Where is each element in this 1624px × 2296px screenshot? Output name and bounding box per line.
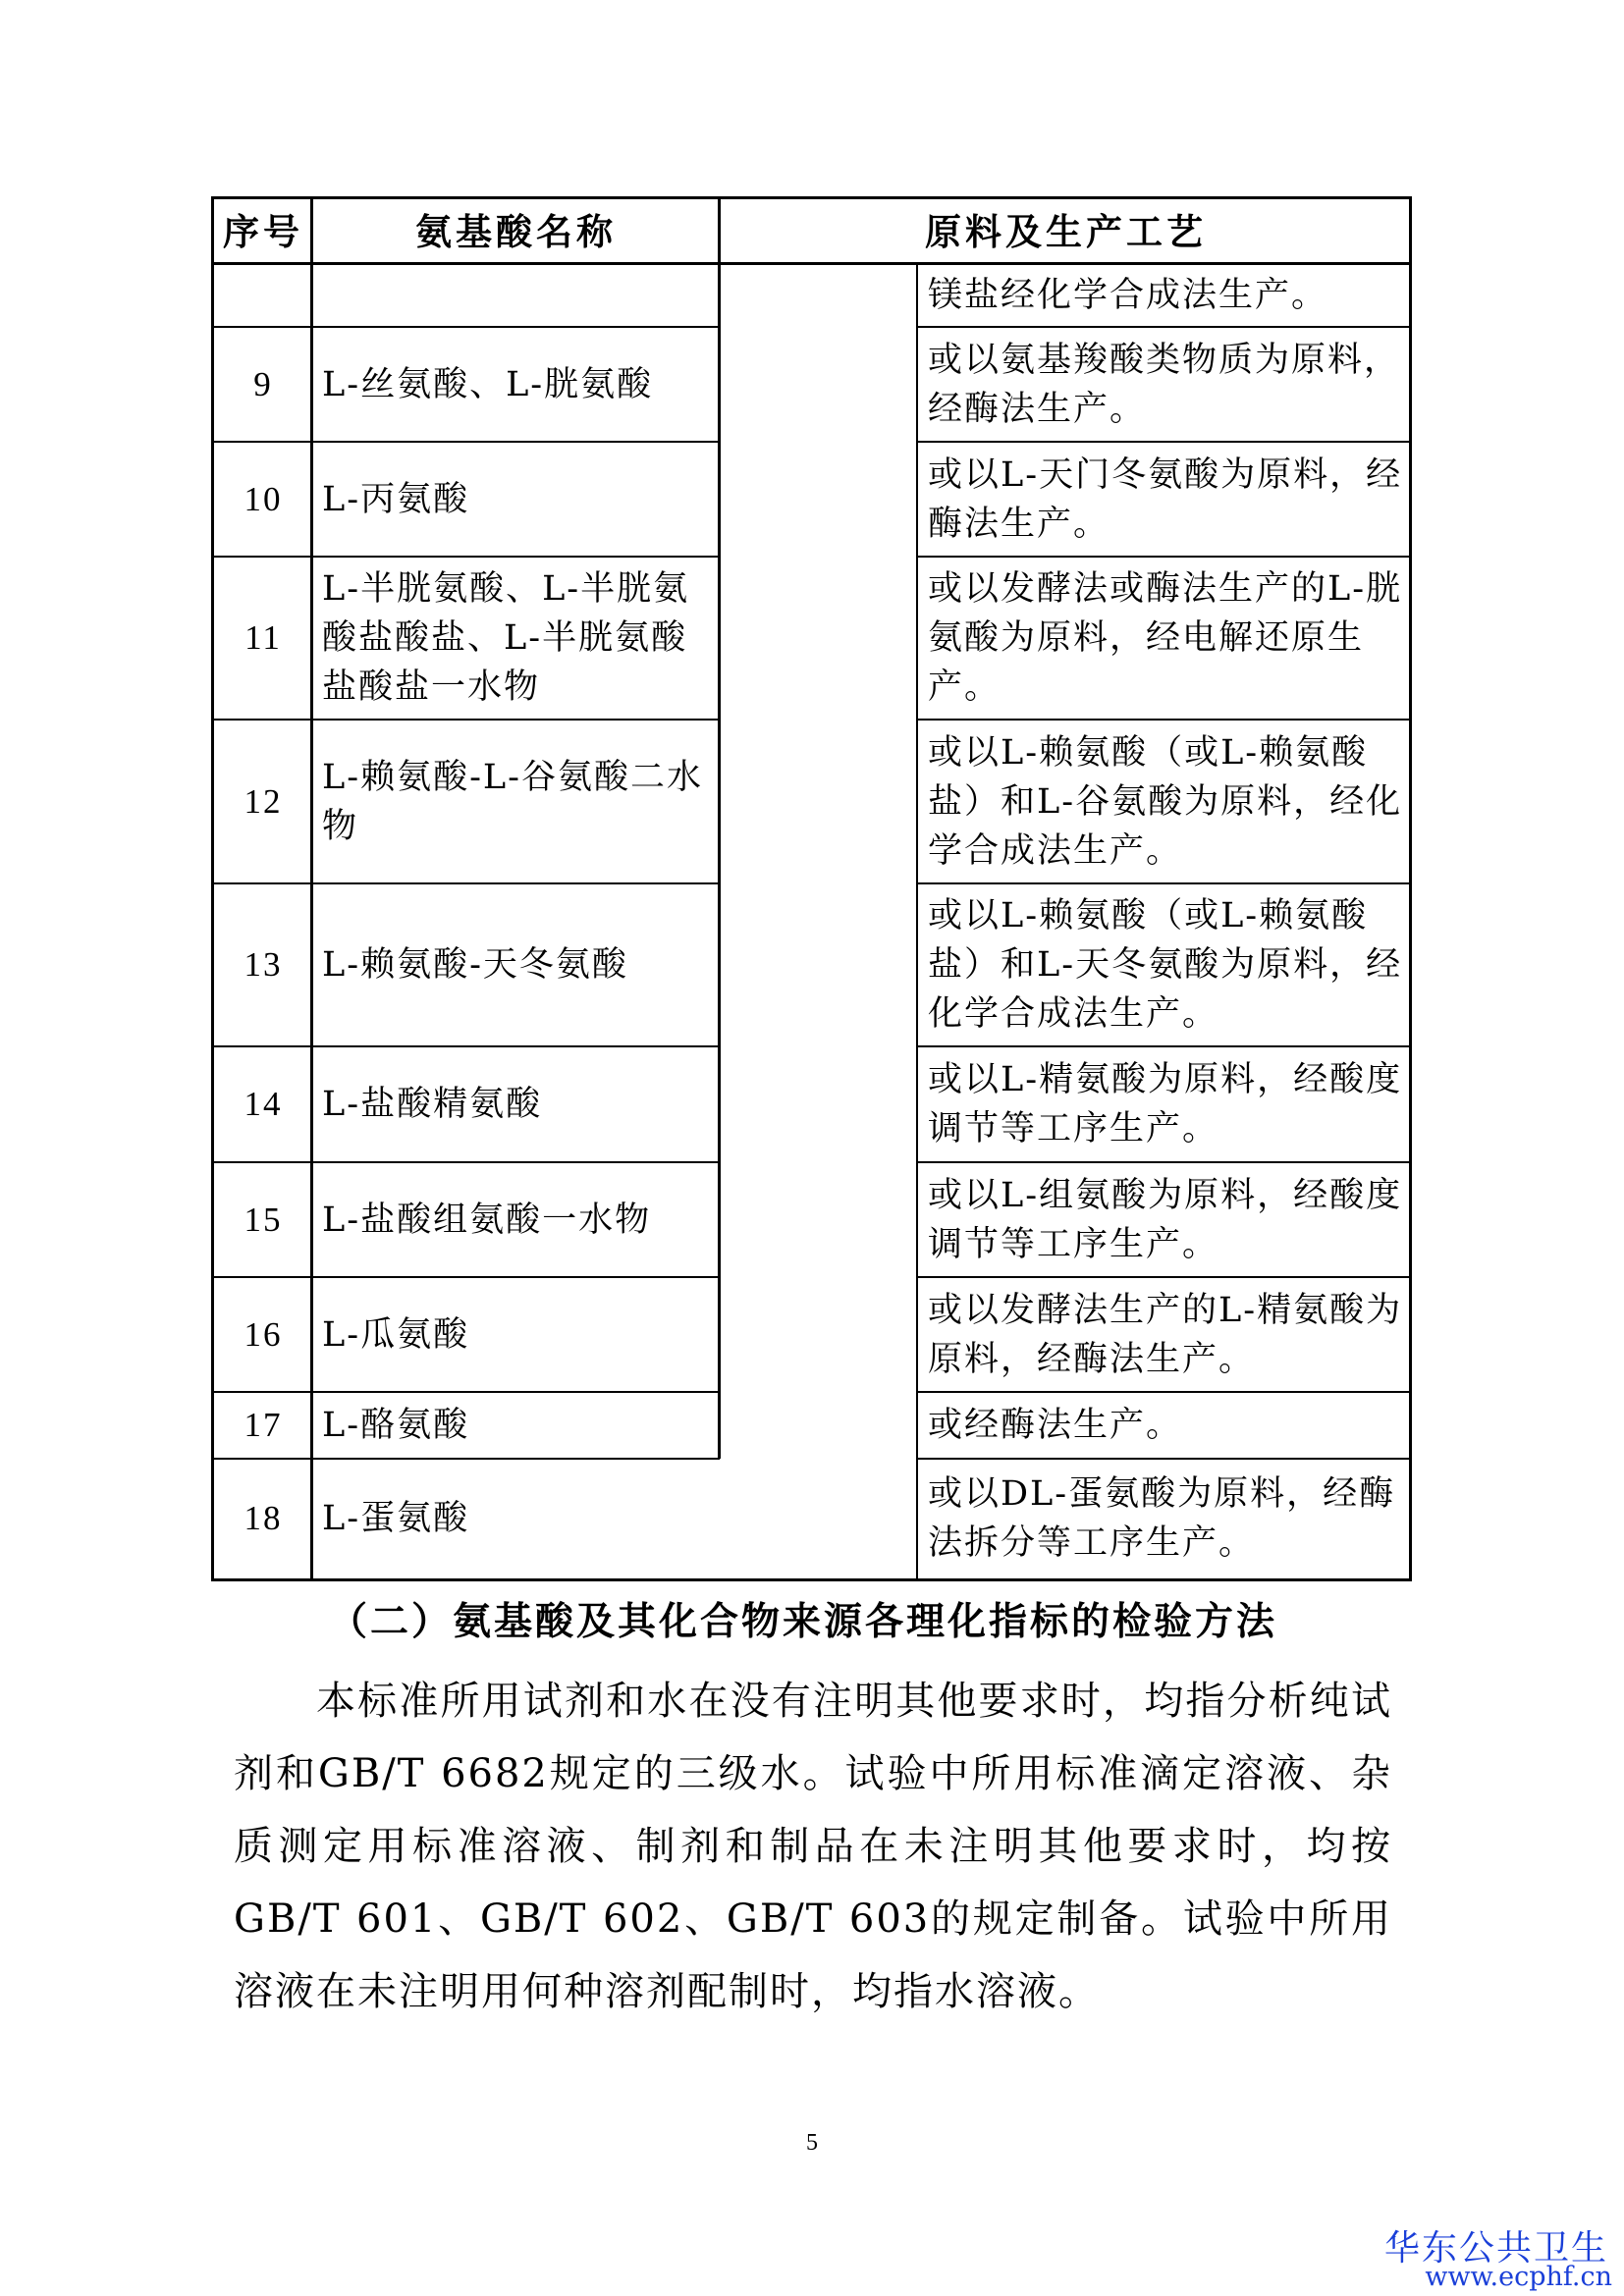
row-rule xyxy=(916,326,1412,328)
row-rule xyxy=(214,1458,720,1460)
row-process: 或以氨基羧酸类物质为原料，经酶法生产。 xyxy=(928,340,1401,429)
body-paragraph: 本标准所用试剂和水在没有注明其他要求时，均指分析纯试剂和GB/T 6682规定的三级水。试验中所用标准滴定溶液、杂质测定用标准溶液、制剂和制品在未注明其他要求时，均按GB/T 601、GB/T 602、GB/T 603的规定制备。试验中所用溶液在未注明用何种溶剂配制时，均指水溶液。 xyxy=(234,1679,1392,2014)
row-rule xyxy=(214,1276,720,1278)
row-process: 或以L-组氨酸为原料，经酸度调节等工序生产。 xyxy=(928,1175,1403,1264)
row-rule xyxy=(916,1045,1412,1047)
row-process: 或以发酵法生产的L-精氨酸为原料，经酶法生产。 xyxy=(928,1290,1403,1379)
row-rule xyxy=(214,882,720,884)
row-no: 17 xyxy=(244,1406,283,1444)
row-name: L-酪氨酸 xyxy=(322,1406,470,1445)
row-name xyxy=(312,264,720,327)
row-name: L-赖氨酸-天冬氨酸 xyxy=(322,945,628,985)
row-name: L-瓜氨酸 xyxy=(322,1314,470,1355)
row-name: L-赖氨酸-L-谷氨酸二水物 xyxy=(322,757,703,846)
row-rule xyxy=(916,1391,1412,1393)
header-no: 序号 xyxy=(223,210,303,253)
row-rule xyxy=(214,1045,720,1047)
row-rule xyxy=(916,1161,1412,1163)
row-name: L-丝氨酸、L-胱氨酸 xyxy=(322,364,654,404)
row-process: 或以L-精氨酸为原料，经酸度调节等工序生产。 xyxy=(928,1060,1403,1148)
row-no: 14 xyxy=(244,1085,283,1123)
row-rule xyxy=(214,1391,720,1393)
row-no: 11 xyxy=(244,618,282,657)
header-process: 原料及生产工艺 xyxy=(925,210,1207,253)
row-process: 或以L-赖氨酸（或L-赖氨酸盐）和L-谷氨酸为原料，经化学合成法生产。 xyxy=(928,732,1403,871)
row-rule xyxy=(214,441,720,443)
row-rule xyxy=(214,1161,720,1163)
section-heading: （二）氨基酸及其化合物来源各理化指标的检验方法 xyxy=(329,1599,1278,1644)
row-name: L-盐酸精氨酸 xyxy=(322,1085,543,1124)
row-rule xyxy=(214,719,720,721)
row-no: 18 xyxy=(244,1499,283,1537)
row-rule xyxy=(916,1458,1412,1460)
amino-acid-table xyxy=(211,196,1412,1581)
row-no: 10 xyxy=(244,479,283,518)
row-process: 或经酶法生产。 xyxy=(928,1406,1183,1445)
row-no: 9 xyxy=(253,364,273,403)
row-name: L-丙氨酸 xyxy=(322,479,470,519)
watermark-name: 华东公共卫生 xyxy=(1383,2228,1608,2269)
row-no: 15 xyxy=(244,1200,283,1239)
row-rule xyxy=(916,882,1412,884)
row-rule xyxy=(916,1276,1412,1278)
row-rule xyxy=(214,556,720,558)
row-rule xyxy=(916,719,1412,721)
row-name: L-蛋氨酸 xyxy=(322,1499,470,1538)
row-no xyxy=(214,264,312,327)
row-process: 镁盐经化学合成法生产。 xyxy=(928,276,1328,315)
header-name: 氨基酸名称 xyxy=(415,210,617,253)
row-no: 12 xyxy=(244,781,283,821)
col-rule xyxy=(916,262,918,1578)
row-rule xyxy=(916,556,1412,558)
row-rule xyxy=(916,441,1412,443)
row-process: 或以DL-蛋氨酸为原料，经酶法拆分等工序生产。 xyxy=(928,1474,1396,1563)
row-name: L-半胱氨酸、L-半胱氨酸盐酸盐、L-半胱氨酸盐酸盐一水物 xyxy=(322,569,690,707)
row-no: 16 xyxy=(244,1314,283,1354)
row-no: 13 xyxy=(244,945,283,984)
row-rule xyxy=(214,326,720,328)
page-number: 5 xyxy=(806,2130,818,2156)
header-rule xyxy=(214,262,1412,265)
row-name: L-盐酸组氨酸一水物 xyxy=(322,1200,652,1240)
col-rule xyxy=(310,199,313,1578)
row-process: 或以L-赖氨酸（或L-赖氨酸盐）和L-天冬氨酸为原料，经化学合成法生产。 xyxy=(928,896,1403,1034)
col-rule xyxy=(718,199,721,1459)
row-process: 或以L-天门冬氨酸为原料，经酶法生产。 xyxy=(928,454,1403,544)
watermark-url: www.ecphf.cn xyxy=(1425,2262,1612,2292)
row-process: 或以发酵法或酶法生产的L-胱氨酸为原料，经电解还原生产。 xyxy=(928,569,1403,707)
